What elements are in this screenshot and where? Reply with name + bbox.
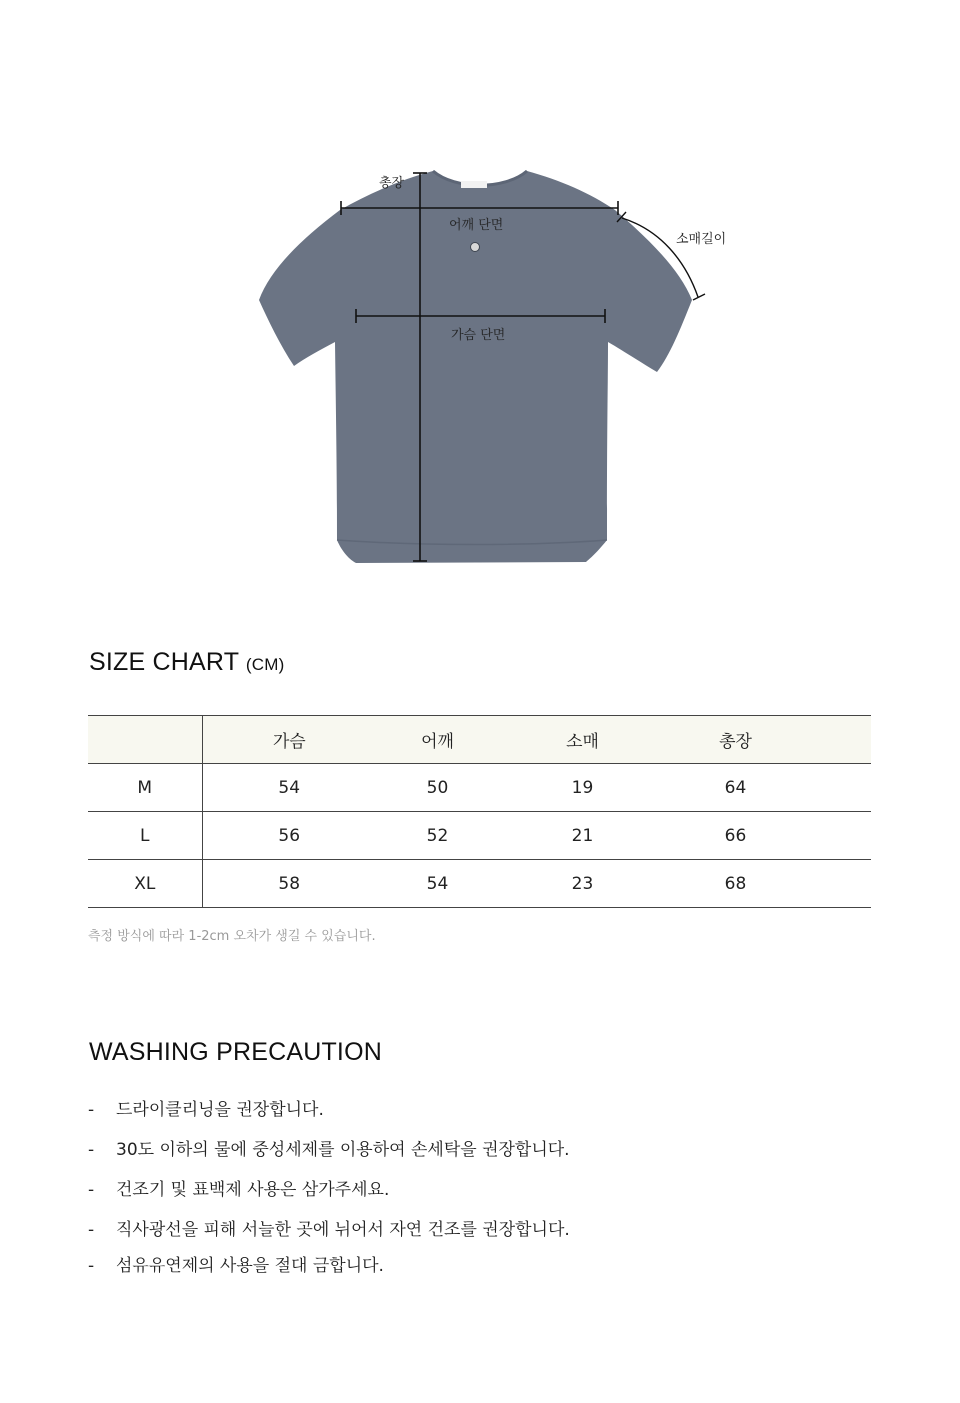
chest-value: 58 (202, 860, 376, 908)
list-item-text: 드라이클리닝을 권장합니다. (116, 1100, 324, 1120)
list-item-text: 30도 이하의 물에 중성세제를 이용하여 손세탁을 권장합니다. (116, 1140, 570, 1160)
bullet-dash: - (88, 1220, 95, 1240)
list-item (88, 1252, 570, 1280)
measurement-note: 측정 방식에 따라 1-2cm 오차가 생길 수 있습니다. (88, 929, 376, 944)
shoulder-value: 52 (376, 812, 499, 860)
size-cell: M (88, 764, 202, 812)
bullet-dash: - (88, 1100, 95, 1120)
list-item (88, 1176, 570, 1204)
list-item-text: 건조기 및 표백제 사용은 삼가주세요. (116, 1180, 390, 1200)
shoulder-value: 54 (376, 860, 499, 908)
shoulder-width-label: 어깨 단면 (449, 218, 504, 233)
size-chart-title (89, 648, 284, 677)
size-chart-title-text: SIZE CHART (89, 648, 239, 676)
table-header-row (88, 716, 871, 764)
size-chart-unit: (CM) (245, 655, 285, 674)
spacer-cell (805, 812, 871, 860)
total-length-value: 64 (666, 764, 805, 812)
chest-width-label: 가슴 단면 (451, 328, 506, 343)
list-item (88, 1136, 570, 1164)
header-cell-shoulder: 어깨 (376, 716, 499, 764)
header-cell-sleeve: 소매 (499, 716, 666, 764)
header-cell-chest: 가슴 (202, 716, 376, 764)
header-cell-size (88, 716, 202, 764)
table-row (88, 860, 871, 908)
sleeve-value: 21 (499, 812, 666, 860)
total-length-value: 68 (666, 860, 805, 908)
neck-label-tag (461, 181, 487, 188)
button-icon (471, 243, 480, 252)
bullet-dash: - (88, 1180, 95, 1200)
header-cell-total-length: 총장 (666, 716, 805, 764)
list-item (88, 1096, 570, 1124)
header-cell-spacer (805, 716, 871, 764)
chest-value: 54 (202, 764, 376, 812)
list-item (88, 1216, 570, 1244)
spacer-cell (805, 860, 871, 908)
list-item-text: 섬유유연제의 사용을 절대 금합니다. (116, 1256, 384, 1276)
washing-precaution-list (88, 1096, 570, 1292)
size-cell: XL (88, 860, 202, 908)
spacer-cell (805, 764, 871, 812)
sleeve-value: 23 (499, 860, 666, 908)
bullet-dash: - (88, 1256, 95, 1276)
shoulder-value: 50 (376, 764, 499, 812)
size-chart-table (88, 715, 871, 908)
garment-measurement-diagram (0, 0, 960, 600)
size-cell: L (88, 812, 202, 860)
list-item-text: 직사광선을 피해 서늘한 곳에 뉘어서 자연 건조를 권장합니다. (116, 1220, 570, 1240)
total-length-label: 총장 (379, 176, 405, 191)
washing-precaution-title: WASHING PRECAUTION (89, 1038, 382, 1066)
bullet-dash: - (88, 1140, 95, 1160)
table-row (88, 812, 871, 860)
table-row (88, 764, 871, 812)
sleeve-length-label: 소매길이 (676, 232, 727, 247)
chest-value: 56 (202, 812, 376, 860)
sleeve-value: 19 (499, 764, 666, 812)
total-length-value: 66 (666, 812, 805, 860)
